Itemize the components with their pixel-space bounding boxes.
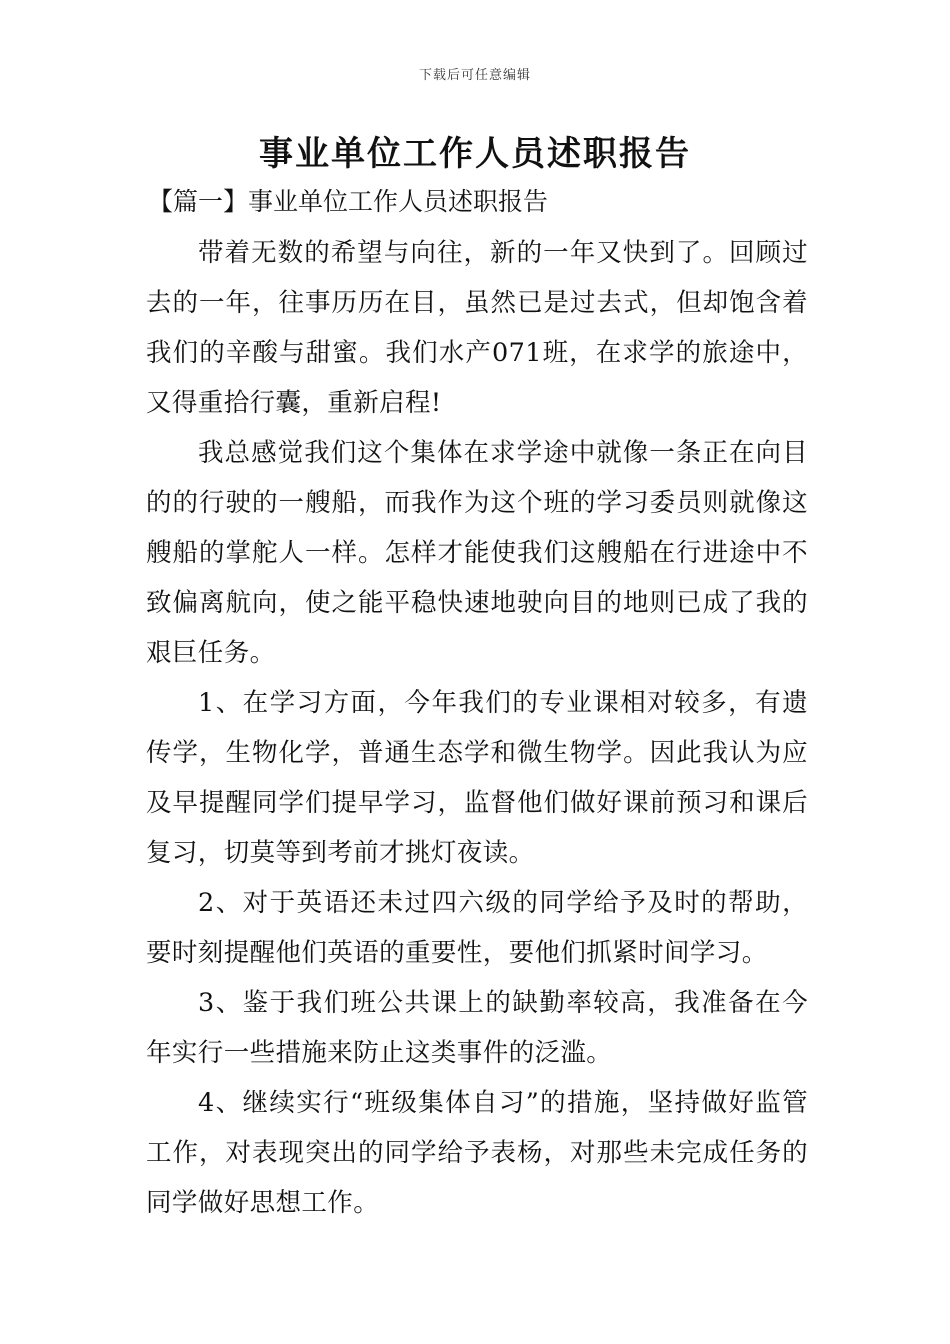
paragraph: 带着无数的希望与向往，新的一年又快到了。回顾过去的一年，往事历历在目，虽然已是过去式，但却饱含着我们的辛酸与甜蜜。我们水产071班，在求学的旅途中，又得重拾行囊，重新启程! bbox=[146, 238, 808, 418]
section-heading: 【篇一】事业单位工作人员述职报告 bbox=[148, 187, 549, 216]
paragraph: 3、鉴于我们班公共课上的缺勤率较高，我准备在今年实行一些措施来防止这类事件的泛滥。 bbox=[146, 988, 808, 1068]
document-title: 事业单位工作人员述职报告 bbox=[259, 134, 691, 174]
paragraph: 2、对于英语还未过四六级的同学给予及时的帮助，要时刻提醒他们英语的重要性，要他们抓紧时间学习。 bbox=[146, 888, 808, 968]
paragraph: 4、继续实行“班级集体自习”的措施，坚持做好监管工作，对表现突出的同学给予表杨，对那些未完成任务的同学做好思想工作。 bbox=[146, 1088, 808, 1218]
document-body bbox=[146, 228, 808, 1228]
header-note: 下载后可任意编辑 bbox=[418, 68, 531, 83]
paragraph: 我总感觉我们这个集体在求学途中就像一条正在向目的的行驶的一艘船，而我作为这个班的学习委员则就像这艘船的掌舵人一样。怎样才能使我们这艘船在行进途中不致偏离航向，使之能平稳快速地驶向目的地则已成了我的艰巨任务。 bbox=[146, 438, 808, 668]
paragraph: 1、在学习方面，今年我们的专业课相对较多，有遗传学，生物化学，普通生态学和微生物学。因此我认为应及早提醒同学们提早学习，监督他们做好课前预习和课后复习，切莫等到考前才挑灯夜读。 bbox=[146, 688, 808, 868]
